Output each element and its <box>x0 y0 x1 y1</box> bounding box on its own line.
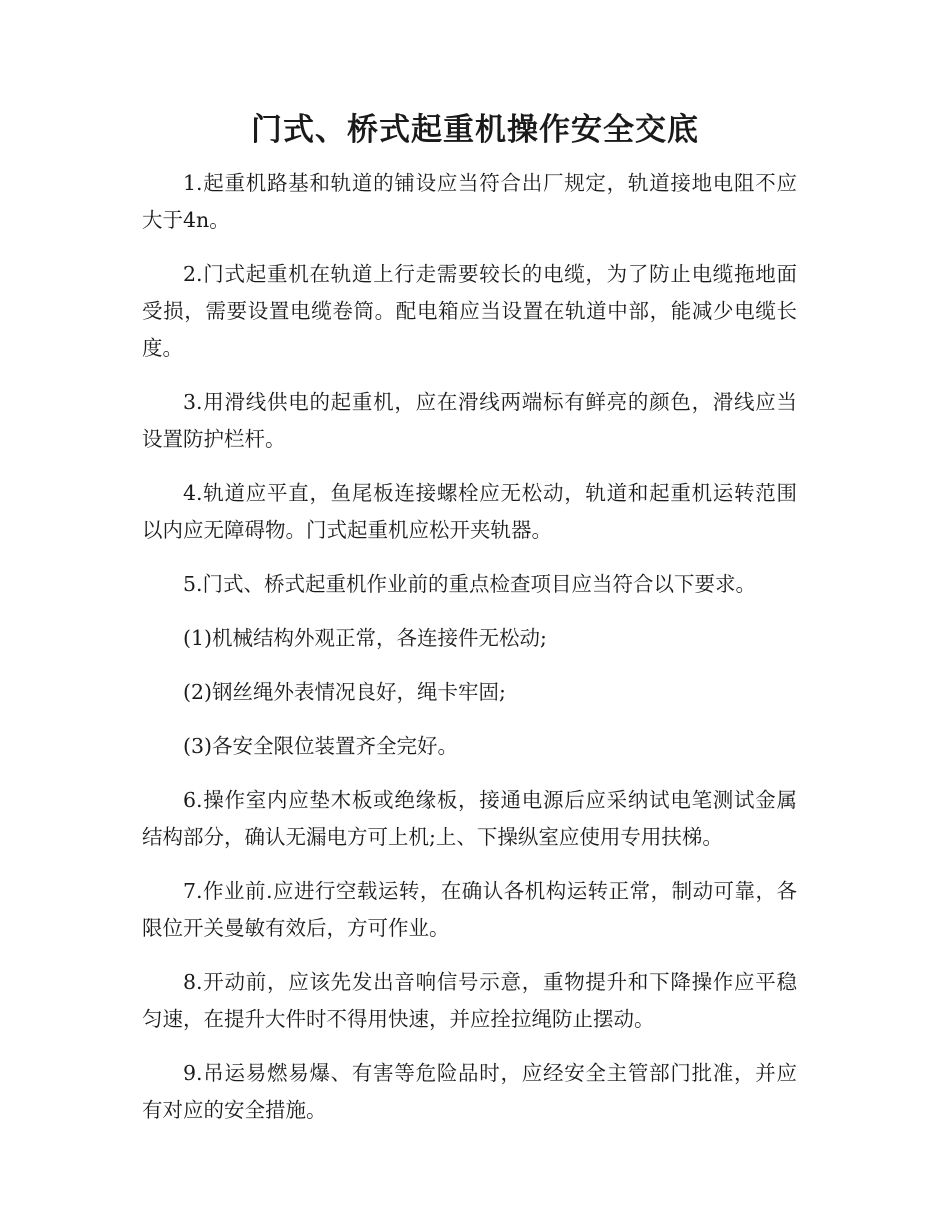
paragraph-9: 9.吊运易燃易爆、有害等危险品时，应经安全主管部门批准，并应有对应的安全措施。 <box>142 1061 797 1122</box>
sub-item-2: (2)钢丝绳外表情况良好，绳卡牢固; <box>183 680 506 704</box>
paragraph-8: 8.开动前，应该先发出音响信号示意，重物提升和下降操作应平稳匀速，在提升大件时不得用快速，并应拴拉绳防止摆动。 <box>142 970 797 1031</box>
paragraph-2: 2.门式起重机在轨道上行走需要较长的电缆，为了防止电缆拖地面受损，需要设置电缆卷筒。配电箱应当设置在轨道中部，能减少电缆长度。 <box>142 262 797 360</box>
paragraph-6: 6.操作室内应垫木板或绝缘板，接通电源后应采纳试电笔测试金属结构部分，确认无漏电方可上机;上、下操纵室应使用专用扶梯。 <box>142 788 797 849</box>
paragraph-5: 5.门式、桥式起重机作业前的重点检查项目应当符合以下要求。 <box>183 572 757 596</box>
paragraph-7: 7.作业前.应进行空载运转，在确认各机构运转正常，制动可靠，各限位开关曼敏有效后，方可作业。 <box>142 879 797 940</box>
paragraph-3: 3.用滑线供电的起重机，应在滑线两端标有鲜亮的颜色，滑线应当设置防护栏杆。 <box>142 390 797 451</box>
paragraph-1: 1.起重机路基和轨道的铺设应当符合出厂规定，轨道接地电阻不应大于4n。 <box>142 171 797 232</box>
sub-item-3: (3)各安全限位装置齐全完好。 <box>183 734 459 758</box>
document-body <box>142 165 797 1146</box>
paragraph-4: 4.轨道应平直，鱼尾板连接螺栓应无松动，轨道和起重机运转范围以内应无障碍物。门式起重机应松开夹轨器。 <box>142 481 797 542</box>
document-title: 门式、桥式起重机操作安全交底 <box>251 112 699 148</box>
sub-item-1: (1)机械结构外观正常，各连接件无松动; <box>183 626 547 650</box>
